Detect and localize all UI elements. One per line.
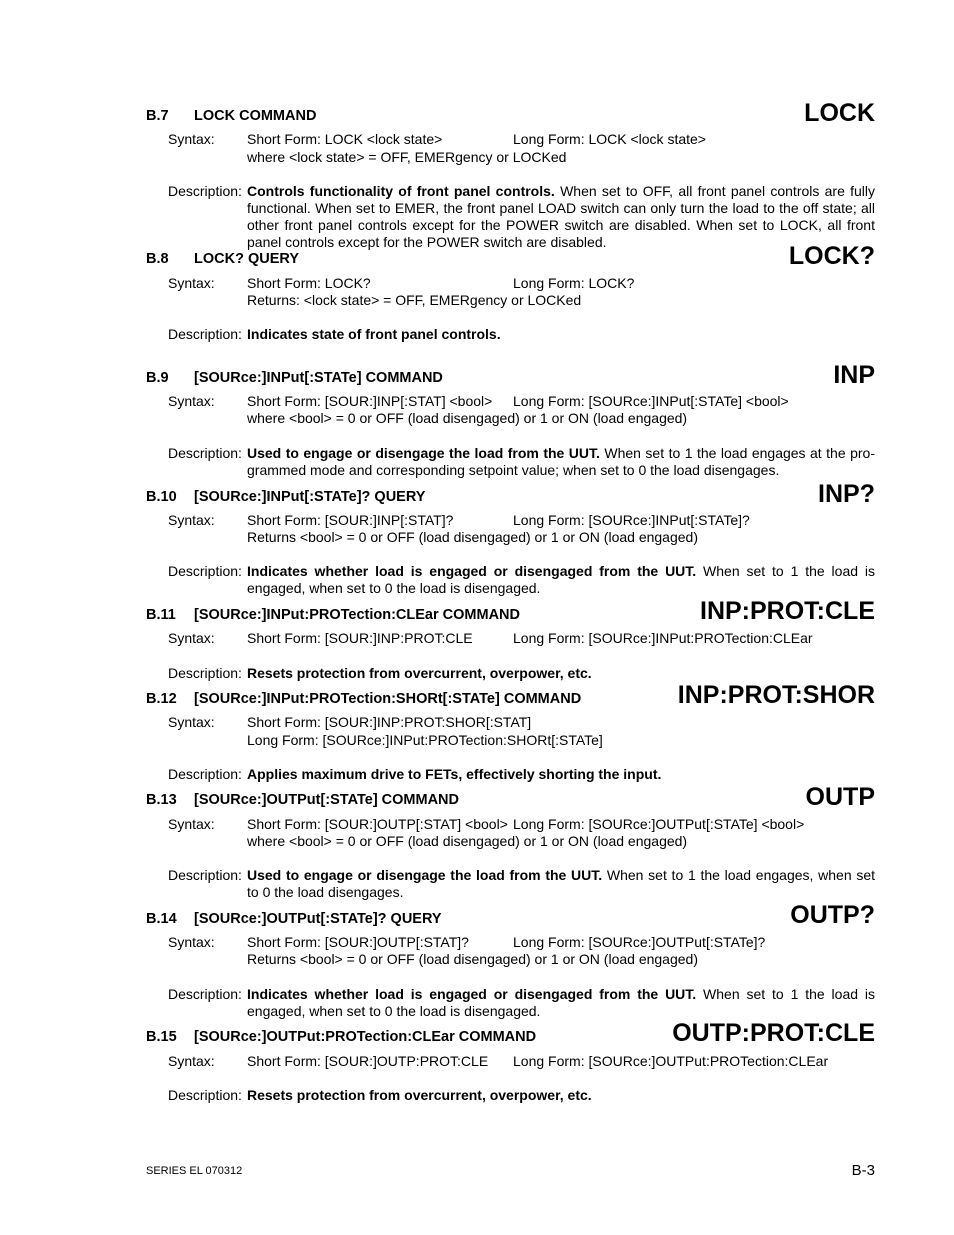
description-bold: Indicates whether load is engaged or disengaged from the UUT. bbox=[247, 986, 697, 1002]
syntax-label: Syntax: bbox=[168, 512, 215, 528]
description-bold: Resets protection from overcurrent, overpower, etc. bbox=[247, 1087, 592, 1103]
description-text bbox=[247, 986, 875, 1020]
syntax-label: Syntax: bbox=[168, 714, 215, 730]
command-mnemonic: LOCK? bbox=[788, 242, 875, 270]
short-form: Short Form: [SOUR:]INP:PROT:CLE bbox=[247, 630, 473, 646]
description-text bbox=[247, 183, 875, 251]
description-text bbox=[247, 867, 875, 901]
syntax-detail: Returns <bool> = 0 or OFF (load disengaged) or 1 or ON (load engaged) bbox=[247, 529, 698, 545]
section-title: [SOURce:]INPut:PROTection:CLEar COMMAND bbox=[194, 607, 520, 623]
section-number: B.14 bbox=[146, 911, 177, 927]
short-form: Short Form: LOCK <lock state> bbox=[247, 131, 443, 147]
description-bold: Indicates state of front panel controls. bbox=[247, 326, 501, 342]
description-text bbox=[247, 766, 875, 783]
description-label: Description: bbox=[168, 326, 242, 342]
section-title: LOCK? QUERY bbox=[194, 251, 299, 267]
syntax-label: Syntax: bbox=[168, 393, 215, 409]
syntax-label: Syntax: bbox=[168, 630, 215, 646]
description-label: Description: bbox=[168, 1087, 242, 1103]
description-rest: When set to 1 the load engages at the pro-grammed mode and corresponding setpoint value; when set to 0 the load disengages. bbox=[247, 445, 875, 478]
description-label: Description: bbox=[168, 445, 242, 461]
short-form: Short Form: [SOUR:]OUTP[:STAT]? bbox=[247, 934, 469, 950]
command-mnemonic: OUTP bbox=[805, 783, 875, 811]
description-label: Description: bbox=[168, 766, 242, 782]
section-title: [SOURce:]INPut:PROTection:SHORt[:STATe] COMMAND bbox=[194, 691, 582, 707]
section-title: [SOURce:]INPut[:STATe] COMMAND bbox=[194, 370, 443, 386]
page-number: B-3 bbox=[851, 1162, 875, 1179]
description-bold: Resets protection from overcurrent, overpower, etc. bbox=[247, 665, 592, 681]
description-rest: When set to 1 the load is engaged, when set to 0 the load is disengaged. bbox=[247, 986, 875, 1019]
syntax-label: Syntax: bbox=[168, 131, 215, 147]
section-title: LOCK COMMAND bbox=[194, 108, 317, 124]
description-rest: When set to 1 the load engages, when set to 0 the load disengages. bbox=[247, 867, 875, 900]
syntax-detail: Long Form: [SOURce:]INPut:PROTection:SHORt[:STATe] bbox=[247, 732, 603, 748]
long-form: Long Form: [SOURce:]INPut[:STATe]? bbox=[513, 512, 750, 528]
command-mnemonic: OUTP:PROT:CLE bbox=[672, 1019, 875, 1047]
description-text bbox=[247, 445, 875, 479]
section-number: B.7 bbox=[146, 108, 169, 124]
description-text bbox=[247, 563, 875, 597]
description-label: Description: bbox=[168, 665, 242, 681]
syntax-label: Syntax: bbox=[168, 1053, 215, 1069]
description-rest: When set to 1 the load is engaged, when set to 0 the load is disengaged. bbox=[247, 563, 875, 596]
description-bold: Used to engage or disengage the load from the UUT. bbox=[247, 445, 600, 461]
description-text bbox=[247, 326, 875, 343]
description-label: Description: bbox=[168, 986, 242, 1002]
short-form: Short Form: LOCK? bbox=[247, 275, 371, 291]
section-number: B.11 bbox=[146, 607, 176, 623]
section-title: [SOURce:]OUTPut[:STATe]? QUERY bbox=[194, 911, 442, 927]
short-form: Short Form: [SOUR:]INP[:STAT]? bbox=[247, 512, 454, 528]
section-number: B.12 bbox=[146, 691, 177, 707]
long-form: Long Form: [SOURce:]OUTPut[:STATe] <bool> bbox=[513, 816, 805, 832]
syntax-detail: where <lock state> = OFF, EMERgency or LOCKed bbox=[247, 149, 567, 165]
command-mnemonic: OUTP? bbox=[790, 901, 875, 929]
description-text bbox=[247, 665, 875, 682]
short-form: Short Form: [SOUR:]OUTP[:STAT] <bool> bbox=[247, 816, 508, 832]
section-title: [SOURce:]OUTPut:PROTection:CLEar COMMAND bbox=[194, 1029, 537, 1045]
long-form: Long Form: [SOURce:]OUTPut:PROTection:CLEar bbox=[513, 1053, 829, 1069]
syntax-label: Syntax: bbox=[168, 275, 215, 291]
long-form: Long Form: [SOURce:]INPut:PROTection:CLEar bbox=[513, 630, 813, 646]
long-form: Long Form: LOCK <lock state> bbox=[513, 131, 706, 147]
syntax-detail: Returns <bool> = 0 or OFF (load disengaged) or 1 or ON (load engaged) bbox=[247, 951, 698, 967]
section-number: B.10 bbox=[146, 489, 177, 505]
long-form: Long Form: LOCK? bbox=[513, 275, 635, 291]
section-title: [SOURce:]OUTPut[:STATe] COMMAND bbox=[194, 792, 460, 808]
description-bold: Indicates whether load is engaged or disengaged from the UUT. bbox=[247, 563, 697, 579]
syntax-detail: where <bool> = 0 or OFF (load disengaged) or 1 or ON (load engaged) bbox=[247, 833, 688, 849]
footer-series: SERIES EL 070312 bbox=[146, 1165, 243, 1177]
syntax-label: Syntax: bbox=[168, 816, 215, 832]
syntax-detail: Returns: <lock state> = OFF, EMERgency or LOCKed bbox=[247, 292, 582, 308]
command-mnemonic: INP:PROT:SHOR bbox=[677, 681, 875, 709]
description-label: Description: bbox=[168, 183, 242, 199]
long-form: Long Form: [SOURce:]OUTPut[:STATe]? bbox=[513, 934, 766, 950]
section-number: B.9 bbox=[146, 370, 169, 386]
section-number: B.15 bbox=[146, 1029, 177, 1045]
command-mnemonic: INP bbox=[833, 361, 875, 389]
command-mnemonic: INP:PROT:CLE bbox=[700, 597, 875, 625]
description-bold: Controls functionality of front panel controls. bbox=[247, 183, 555, 199]
description-label: Description: bbox=[168, 867, 242, 883]
command-mnemonic: INP? bbox=[818, 480, 875, 508]
description-label: Description: bbox=[168, 563, 242, 579]
syntax-detail: where <bool> = 0 or OFF (load disengaged) or 1 or ON (load engaged) bbox=[247, 410, 688, 426]
short-form: Short Form: [SOUR:]INP:PROT:SHOR[:STAT] bbox=[247, 714, 532, 730]
short-form: Short Form: [SOUR:]INP[:STAT] <bool> bbox=[247, 393, 493, 409]
command-mnemonic: LOCK bbox=[804, 99, 875, 127]
short-form: Short Form: [SOUR:]OUTP:PROT:CLE bbox=[247, 1053, 489, 1069]
section-title: [SOURce:]INPut[:STATe]? QUERY bbox=[194, 489, 426, 505]
description-text bbox=[247, 1087, 875, 1104]
long-form: Long Form: [SOURce:]INPut[:STATe] <bool> bbox=[513, 393, 789, 409]
description-bold: Applies maximum drive to FETs, effectively shorting the input. bbox=[247, 766, 662, 782]
section-number: B.13 bbox=[146, 792, 177, 808]
description-rest: When set to OFF, all front panel controls are fully functional. When set to EMER, the front panel LOAD switch can only turn the load to the off state; all other front panel controls except for the POWER switch are disabled. When set to LOCK, all front panel controls except for the POWER switch are disabled. bbox=[247, 183, 876, 250]
section-number: B.8 bbox=[146, 251, 169, 267]
syntax-label: Syntax: bbox=[168, 934, 215, 950]
description-bold: Used to engage or disengage the load from the UUT. bbox=[247, 867, 603, 883]
